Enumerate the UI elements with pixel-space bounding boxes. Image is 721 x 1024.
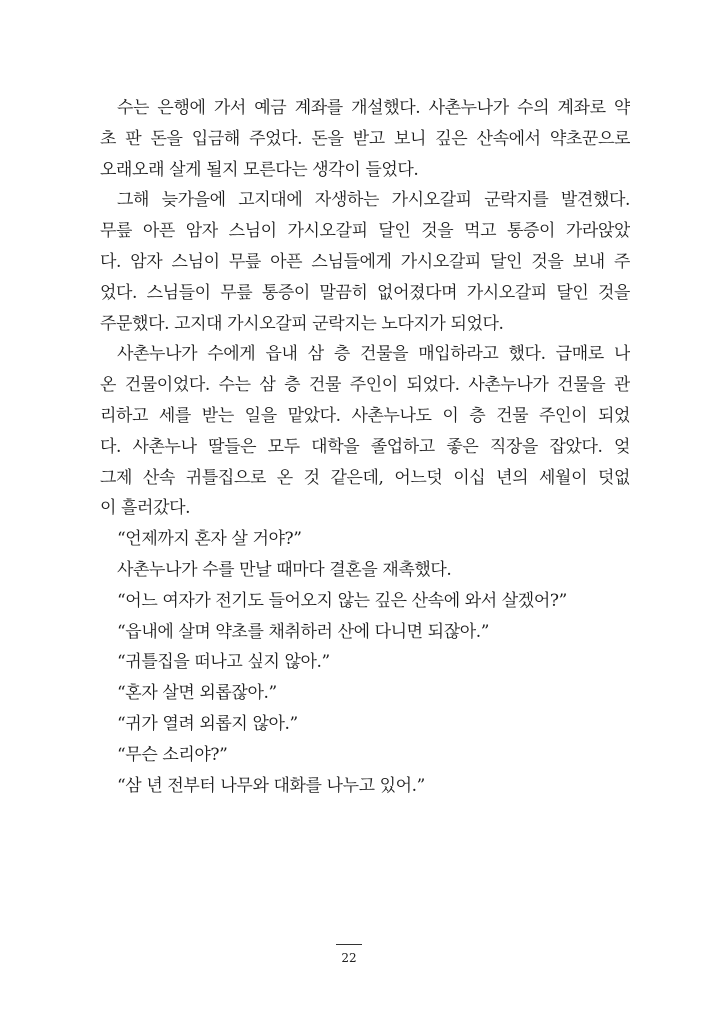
dialogue-line: “귀가 열려 외롭지 않아.”: [117, 713, 298, 734]
text-line: 리하고 세를 받는 일을 맡았다. 사촌누나도 이 층 건물 주인이 되었: [100, 405, 630, 426]
dialogue-line: “혼자 살면 외롭잖아.”: [117, 683, 277, 704]
dialogue-line: “어느 여자가 전기도 들어오지 않는 깊은 산속에 와서 살겠어?”: [117, 590, 567, 611]
footer-rule: [336, 944, 362, 945]
text-line: 그해 늦가을에 고지대에 자생하는 가시오갈피 군락지를 발견했다.: [117, 190, 630, 211]
text-line: 사촌누나가 수를 만날 때마다 결혼을 재촉했다.: [117, 559, 452, 580]
text-line: 다. 암자 스님이 무릎 아픈 스님들에게 가시오갈피 달인 것을 보내 주: [100, 251, 630, 272]
text-line: 온 건물이었다. 수는 삼 층 건물 주인이 되었다. 사촌누나가 건물을 관: [100, 375, 630, 396]
text-line: 다. 사촌누나 딸들은 모두 대학을 졸업하고 좋은 직장을 잡았다. 엊: [100, 436, 630, 457]
text-line: 초 판 돈을 입금해 주었다. 돈을 받고 보니 깊은 산속에서 약초꾼으로: [100, 128, 630, 149]
dialogue-line: “삼 년 전부터 나무와 대화를 나누고 있어.”: [117, 775, 425, 796]
body-text: [100, 93, 630, 801]
dialogue-line: “언제까지 혼자 살 거야?”: [117, 529, 302, 550]
text-line: 그제 산속 귀틀집으로 온 것 같은데, 어느덧 이십 년의 세월이 덧없: [100, 467, 630, 488]
text-line: 수는 은행에 가서 예금 계좌를 개설했다. 사촌누나가 수의 계좌로 약: [117, 98, 630, 118]
page-number: 22: [341, 951, 357, 965]
dialogue-line: “읍내에 살며 약초를 채취하러 산에 다니면 되잖아.”: [117, 621, 490, 642]
text-line: 주문했다. 고지대 가시오갈피 군락지는 노다지가 되었다.: [100, 313, 504, 334]
text-line: 이 흘러갔다.: [100, 498, 191, 519]
text-line: 무릎 아픈 암자 스님이 가시오갈피 달인 것을 먹고 통증이 가라앉았: [100, 221, 630, 242]
dialogue-line: “귀틀집을 떠나고 싶지 않아.”: [117, 652, 330, 673]
text-line: 었다. 스님들이 무릎 통증이 말끔히 없어졌다며 가시오갈피 달인 것을: [100, 282, 630, 303]
text-line: 사촌누나가 수에게 읍내 삼 층 건물을 매입하라고 했다. 급매로 나: [117, 344, 630, 365]
dialogue-line: “무슨 소리야?”: [117, 744, 228, 765]
text-line: 오래오래 살게 될지 모른다는 생각이 들었다.: [100, 159, 419, 180]
